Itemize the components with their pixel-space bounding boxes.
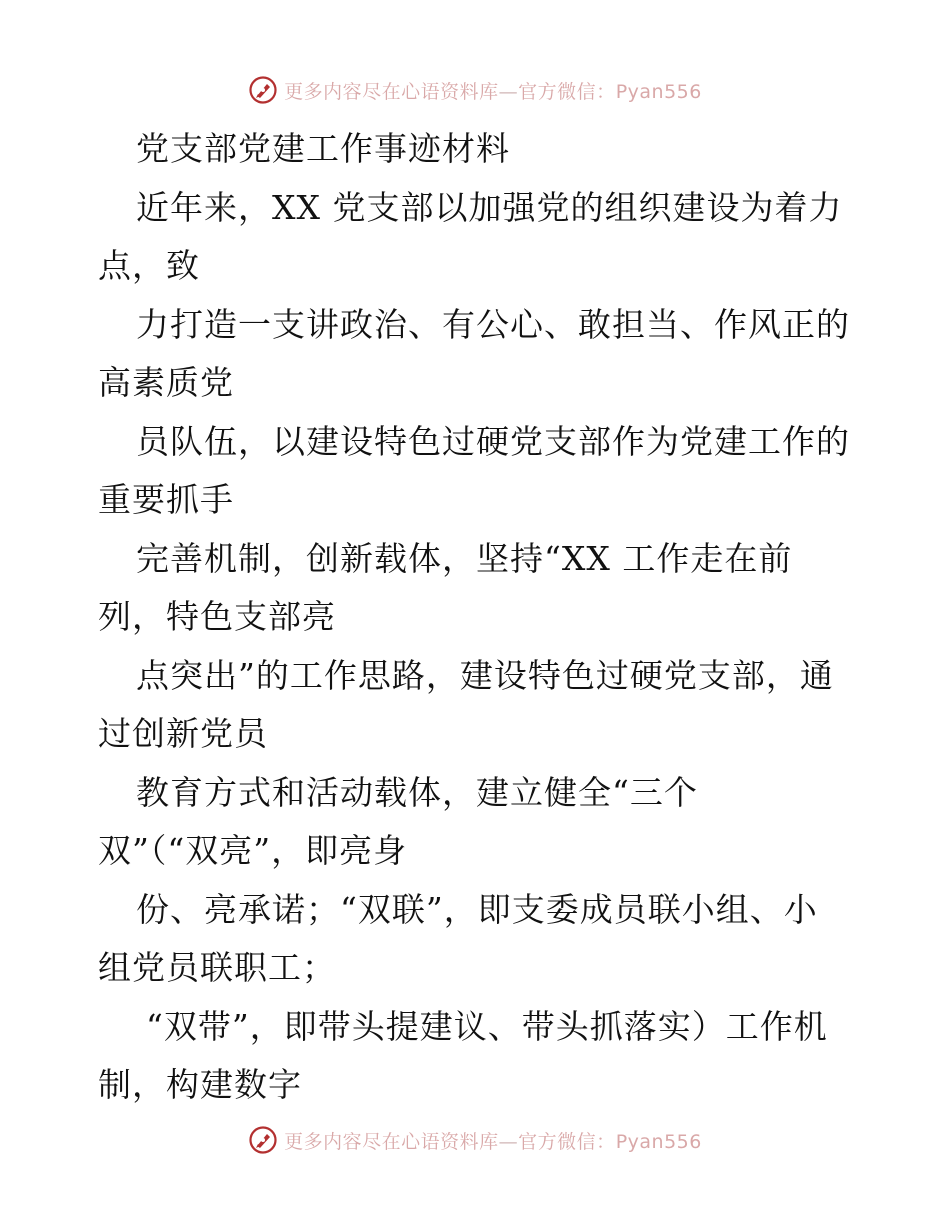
paragraph-line: 份、亮承诺；“双联”，即支委成员联小组、小 xyxy=(136,889,818,929)
paragraph-line: 重要抓手 xyxy=(98,480,234,519)
pen-seal-logo-icon xyxy=(248,75,278,105)
watermark-separator: — xyxy=(498,1130,519,1153)
watermark-separator: — xyxy=(498,80,519,103)
watermark-main-text: 更多内容尽在心语资料库 xyxy=(284,1130,499,1153)
paragraph-line: 组党员联职工； xyxy=(98,948,336,987)
paragraph-line: 点突出”的工作思路，建设特色过硬党支部，通 xyxy=(136,655,834,695)
paragraph-line: 过创新党员 xyxy=(98,714,268,753)
paragraph-line: 高素质党 xyxy=(98,363,234,402)
document-body xyxy=(98,120,858,1115)
top-watermark-banner xyxy=(0,70,950,110)
watermark-text xyxy=(284,1127,702,1154)
paragraph-line: 制，构建数字 xyxy=(98,1065,302,1104)
watermark-wechat-id: Pyan556 xyxy=(615,80,702,103)
paragraph-line: 双”（“双亮”，即亮身 xyxy=(98,831,408,870)
paragraph-line: 列，特色支部亮 xyxy=(98,597,336,636)
watermark-contact-label: 官方微信： xyxy=(518,1130,616,1153)
bottom-watermark-banner xyxy=(0,1120,950,1160)
watermark-wechat-id: Pyan556 xyxy=(615,1130,702,1153)
paragraph-line: 员队伍，以建设特色过硬党支部作为党建工作的 xyxy=(136,421,850,461)
paragraph-line: 教育方式和活动载体，建立健全“三个 xyxy=(136,772,698,812)
paragraph-line: 完善机制，创新载体，坚持“XX 工作走在前 xyxy=(136,538,793,578)
paragraph-line: 力打造一支讲政治、有公心、敢担当、作风正的 xyxy=(136,304,850,344)
document-title: 党支部党建工作事迹材料 xyxy=(136,129,510,168)
watermark-main-text: 更多内容尽在心语资料库 xyxy=(284,80,499,103)
pen-seal-logo-icon xyxy=(248,1125,278,1155)
paragraph-line: 近年来，XX 党支部以加强党的组织建设为着力 xyxy=(136,187,843,227)
paragraph-line: “双带”，即带头提建议、带头抓落实）工作机 xyxy=(146,1006,828,1046)
watermark-contact-label: 官方微信： xyxy=(518,80,616,103)
watermark-text xyxy=(284,77,702,104)
paragraph-line: 点，致 xyxy=(98,246,200,285)
